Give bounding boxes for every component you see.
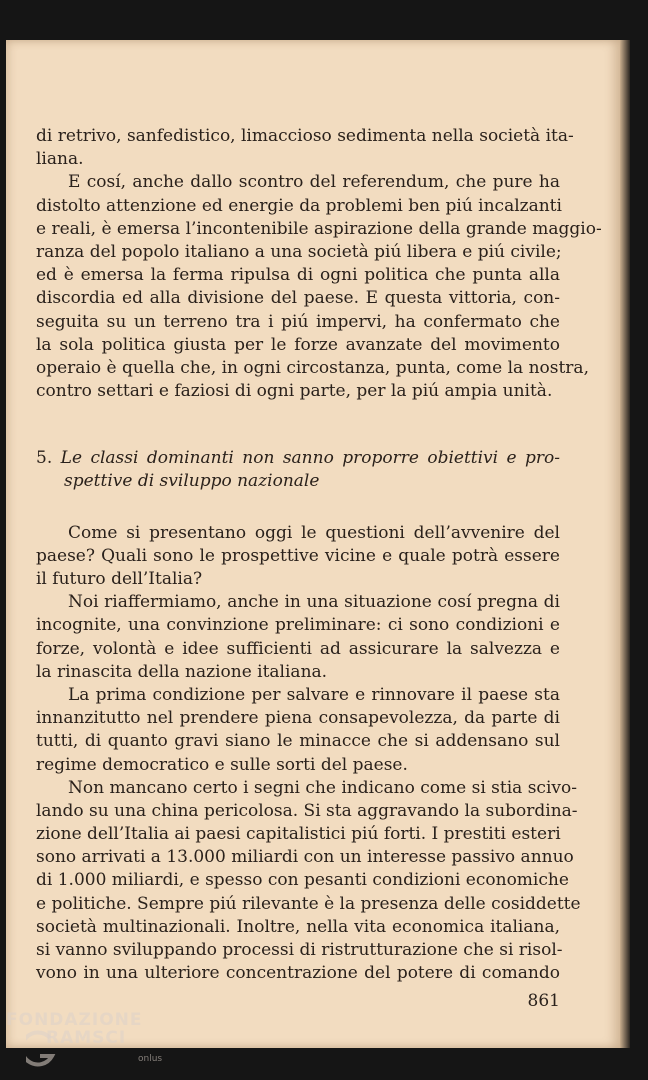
text-line: e reali, è emersa l’incontenibile aspirazione della grande maggio- (36, 218, 602, 239)
page-edge (620, 40, 630, 1048)
text-line: La prima condizione per salvare e rinnovare il paese sta (68, 684, 560, 705)
text-line: innanzitutto nel prendere piena consapevolezza, da parte di (36, 708, 560, 729)
text-line: paese? Quali sono le prospettive vicine e quale potrà essere (36, 545, 560, 566)
section-number: 5. (36, 448, 53, 469)
text-line: di retrivo, sanfedistico, limaccioso sedimenta nella società ita- (36, 126, 574, 146)
text-line: e politiche. Sempre piú rilevante è la presenza delle cosiddette (36, 893, 581, 914)
text-line: ranza del popolo italiano a una società piú libera e piú civile; (36, 241, 562, 262)
text-line: tutti, di quanto gravi siano le minacce che si addensano sul (36, 731, 560, 752)
text-line: liana. (36, 149, 84, 170)
text-line: Non mancano certo i segni che indicano come si stia scivo- (68, 777, 577, 798)
text-line: ed è emersa la ferma ripulsa di ogni politica che punta alla (36, 265, 560, 286)
text-line: regime democratico e sulle sorti del paese. (36, 754, 408, 775)
text-line: vono in una ulteriore concentrazione del potere di comando (36, 963, 560, 984)
text-line: zione dell’Italia ai paesi capitalistici piú forti. I prestiti esteri (36, 824, 561, 845)
watermark-logo (6, 1010, 176, 1074)
watermark-line2: RAMSCI (46, 1028, 127, 1048)
text-line: il futuro dell’Italia? (36, 569, 203, 589)
text-line: la rinascita della nazione italiana. (36, 661, 328, 682)
section-heading-line2: spettive di sviluppo nazionale (64, 471, 320, 492)
watermark-line1: FONDAZIONE (6, 1010, 143, 1030)
text-line: forze, volontà e idee sufficienti ad assicurare la salvezza e (36, 638, 560, 659)
text-line: società multinazionali. Inoltre, nella vita economica italiana, (36, 916, 560, 937)
section-title-part1: Le classi dominanti non sanno proporre obiettivi e pro- (60, 448, 561, 469)
section-heading-line1 (36, 447, 560, 470)
page-number: 861 (527, 991, 560, 1011)
text-line: discordia ed alla divisione del paese. E questa vittoria, con- (36, 288, 560, 309)
text-line: operaio è quella che, in ogni circostanza, punta, come la nostra, (36, 357, 589, 378)
text-line: si vanno sviluppando processi di ristrutturazione che si risol- (36, 940, 563, 960)
text-line: di 1.000 miliardi, e spesso con pesanti condizioni economiche (36, 870, 569, 891)
text-line: E cosí, anche dallo scontro del referendum, che pure ha (68, 172, 560, 193)
text-line: Come si presentano oggi le questioni dell’avvenire del (68, 522, 560, 543)
text-line: incognite, una convinzione preliminare: ci sono condizioni e (36, 615, 560, 636)
body-text (36, 125, 602, 985)
text-line: la sola politica giusta per le forze avanzate del movimento (36, 334, 560, 355)
text-line: contro settari e faziosi di ogni parte, per la piú ampia unità. (36, 381, 553, 402)
text-line: seguita su un terreno tra i piú impervi, ha confermato che (36, 311, 560, 332)
text-line: Noi riaffermiamo, anche in una situazione cosí pregna di (68, 592, 560, 613)
text-line: lando su una china pericolosa. Si sta aggravando la subordina- (36, 800, 578, 821)
text-line: sono arrivati a 13.000 miliardi con un interesse passivo annuo (36, 847, 574, 868)
text-line: distolto attenzione ed energie da problemi ben piú incalzanti (36, 195, 562, 216)
watermark-suffix: onlus (138, 1054, 163, 1064)
